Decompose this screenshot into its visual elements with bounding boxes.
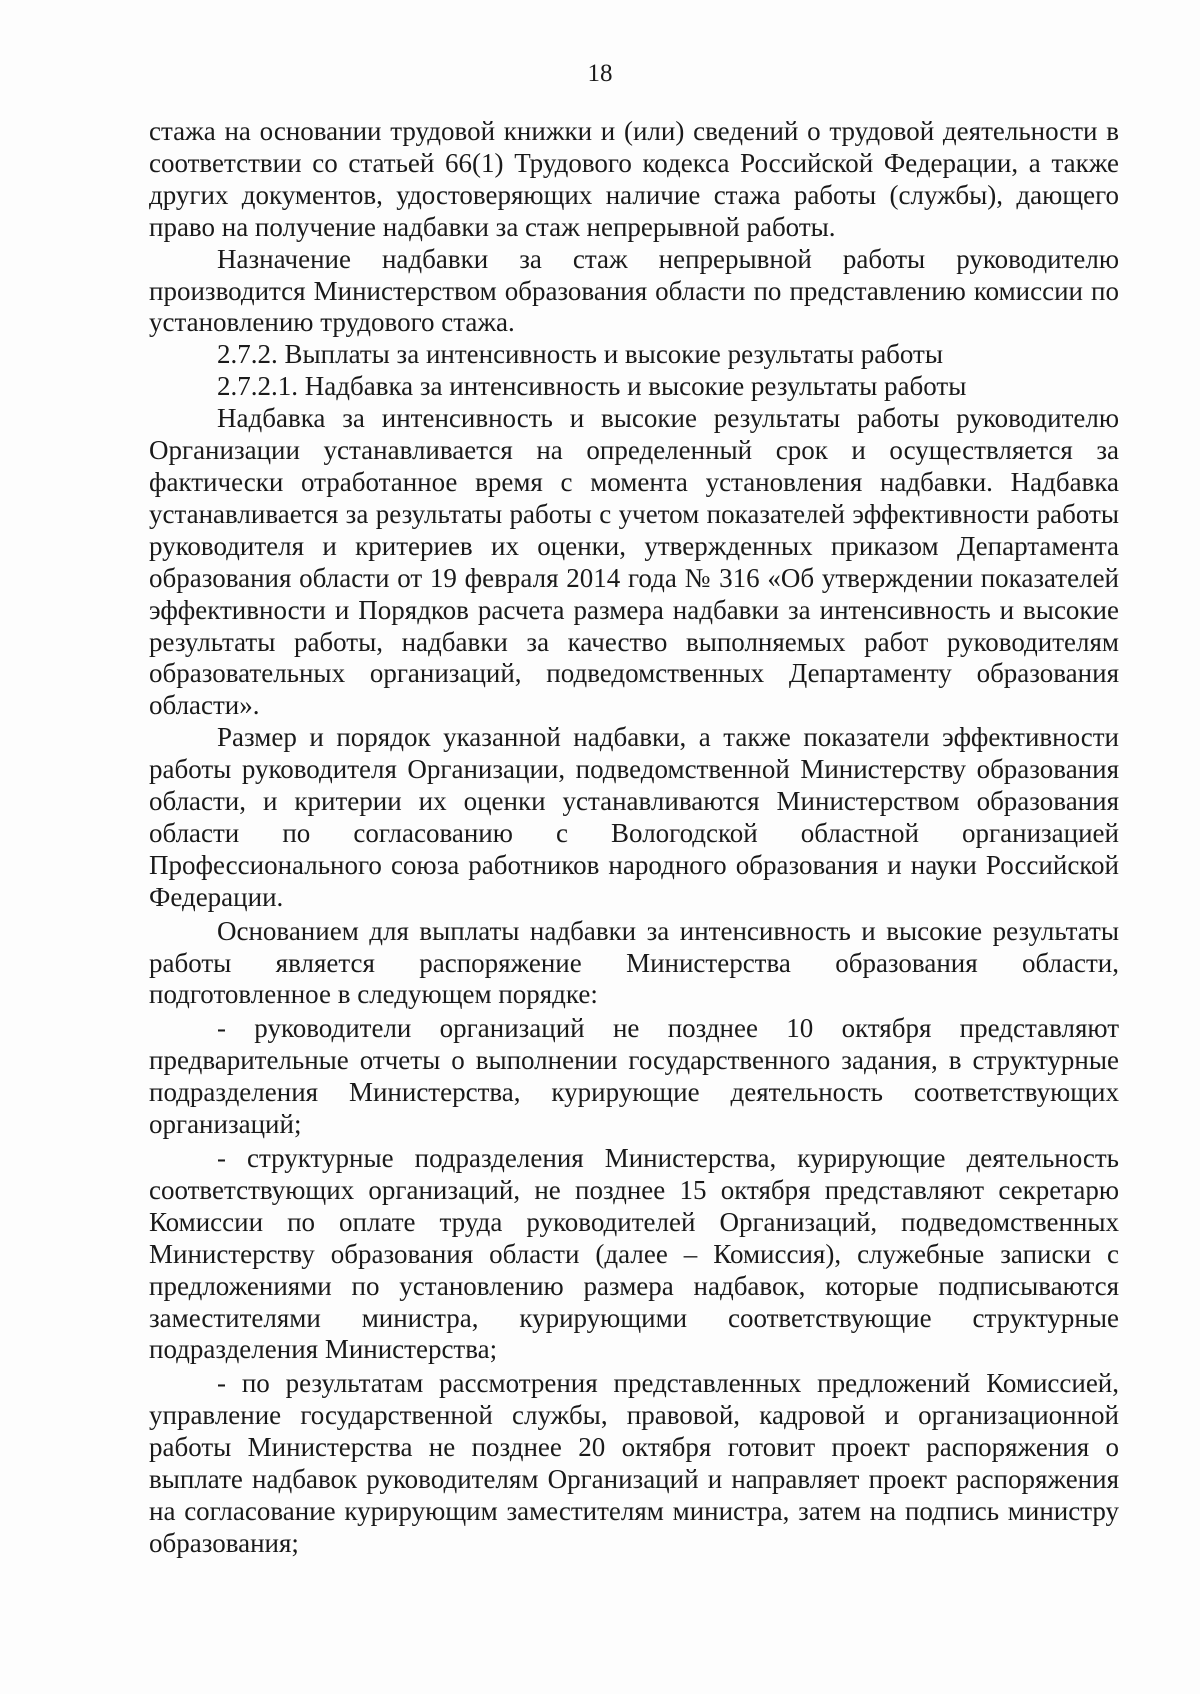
list-item-order: - по результатам рассмотрения представленных предложений Комиссией, управление государственной службы, правовой, кадровой и организационной работы Министерства не позднее 20 октября готовит проект распоряжения о выплате надбавок руководителям Организаций и направляет проект распоряжения на согласование курирующим заместителям министра, затем на подпись министру образования; [149,1368,1119,1558]
paragraph-basis: Основанием для выплаты надбавки за интенсивность и высокие результаты работы является распоряжение Министерства образования области, подготовленное в следующем порядке: [149,915,1119,1010]
list-item-reports: - руководители организаций не позднее 10 октября представляют предварительные отчеты о выполнении государственного задания, в структурные подразделения Министерства, курирующие деятельность соответствующих организаций; [149,1013,1119,1140]
document-body [149,116,1119,1560]
list-item-memos: - структурные подразделения Министерства, курирующие деятельность соответствующих организаций, не позднее 15 октября представляют секретарю Комиссии по оплате труда руководителей Организаций, подведомственных Министерству образования области (далее – Комиссия), служебные записки с предложениями по установлению размера надбавок, которые подписываются заместителями министра, курирующими соответствующие структурные подразделения Министерства; [149,1143,1119,1365]
page-number: 18 [587,60,613,87]
paragraph-continuation: стажа на основании трудовой книжки и (или) сведений о трудовой деятельности в соответствии со статьей 66(1) Трудового кодекса Российской Федерации, а также других документов, удостоверяющих наличие стажа работы (службы), дающего право на получение надбавки за стаж непрерывной работы. [149,116,1119,242]
section-heading-2-7-2: 2.7.2. Выплаты за интенсивность и высокие результаты работы [217,339,943,370]
paragraph-bonus-size: Размер и порядок указанной надбавки, а также показатели эффективности работы руководителя Организации, подведомственной Министерству образования области, и критерии их оценки устанавливаются Министерством образования области по согласованию с Вологодской областной организацией Профессионального союза работников народного образования и науки Российской Федерации. [149,722,1119,912]
paragraph-bonus-description: Надбавка за интенсивность и высокие результаты работы руководителю Организации устанавливается на определенный срок и осуществляется за фактически отработанное время с момента установления надбавки. Надбавка устанавливается за результаты работы с учетом показателей эффективности работы руководителя и критериев их оценки, утвержденных приказом Департамента образования области от 19 февраля 2014 года № 316 «Об утверждении показателей эффективности и Порядков расчета размера надбавки за интенсивность и высокие результаты работы, надбавки за качество выполняемых работ руководителям образовательных организаций, подведомственных Департаменту образования области». [149,403,1119,721]
paragraph-appointment: Назначение надбавки за стаж непрерывной работы руководителю производится Министерством образования области по представлению комиссии по установлению трудового стажа. [149,243,1119,338]
section-heading-2-7-2-1: 2.7.2.1. Надбавка за интенсивность и высокие результаты работы [217,371,967,402]
